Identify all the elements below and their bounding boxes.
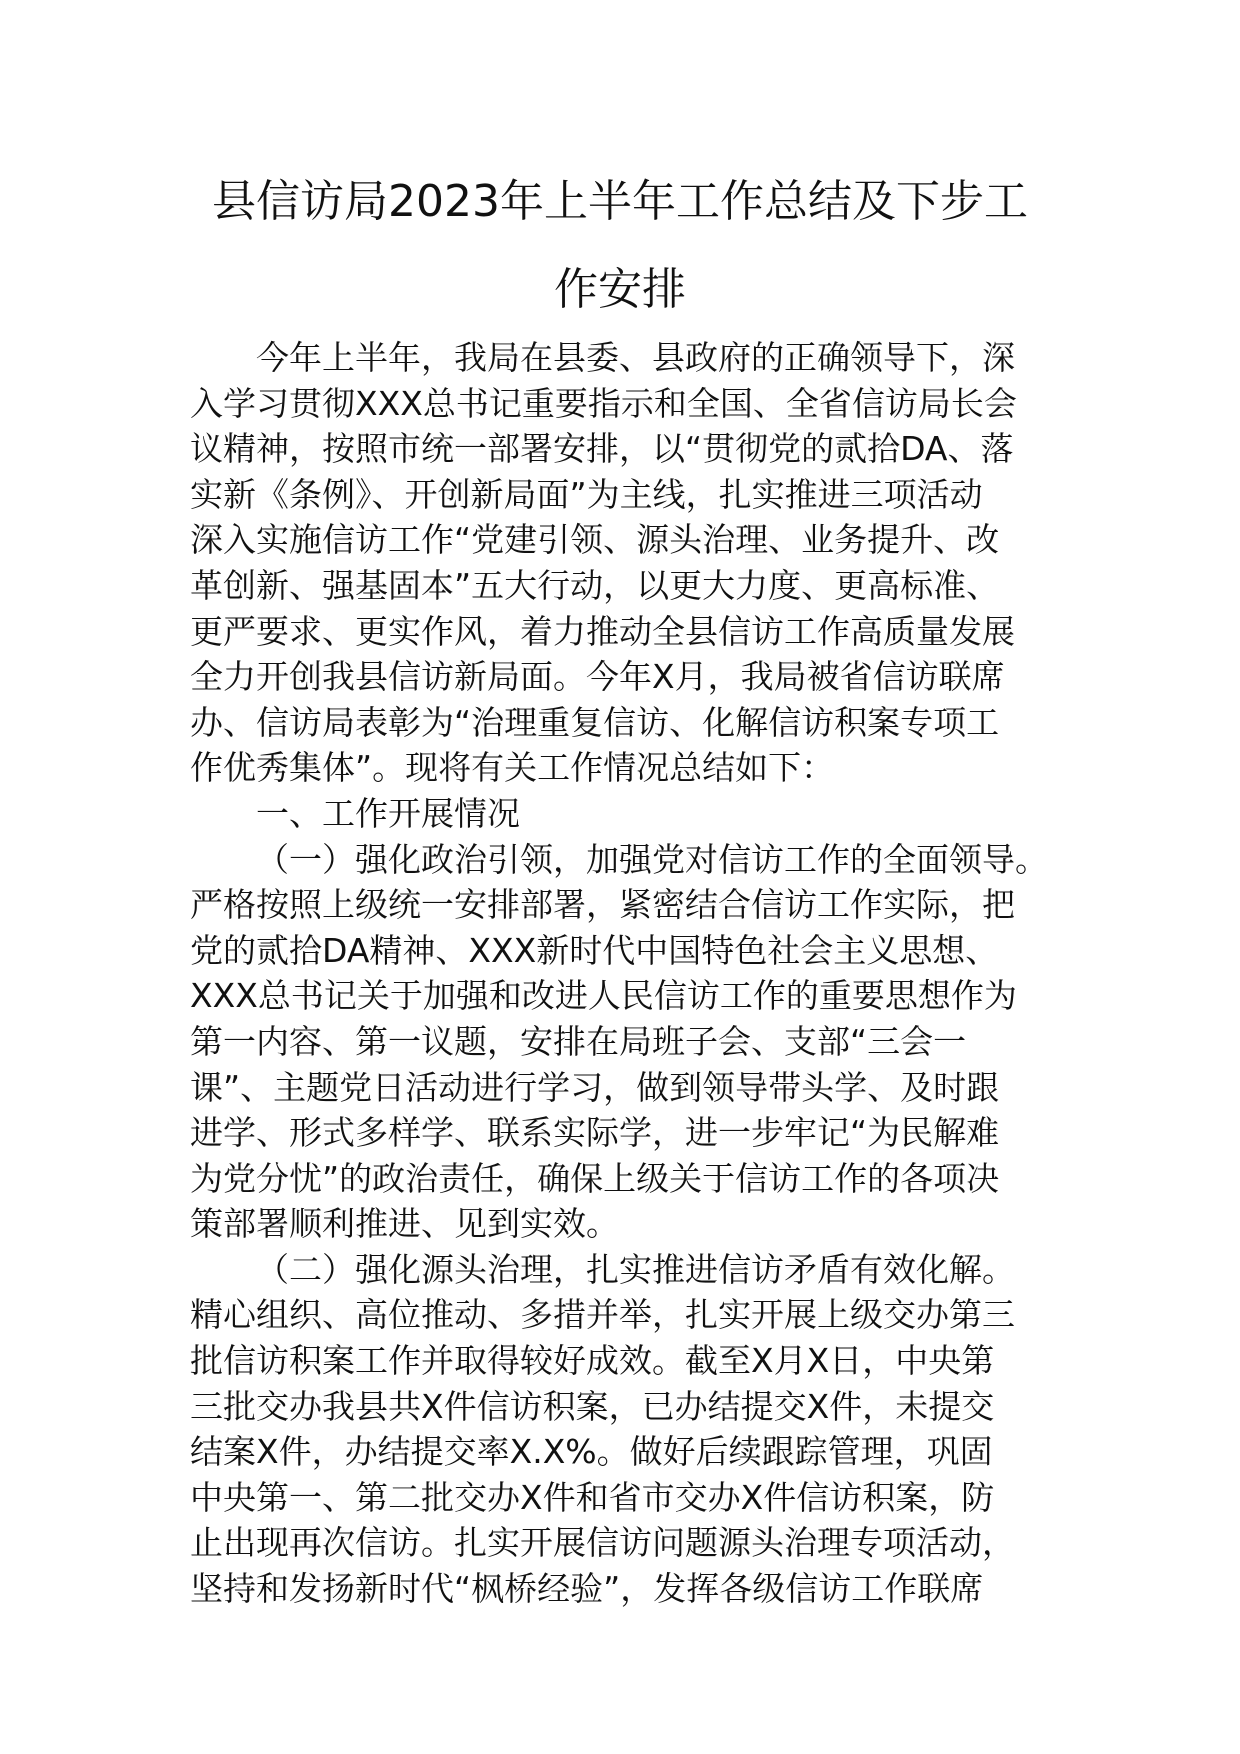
body-line: 作优秀集体”。现将有关工作情况总结如下： [190,748,835,788]
body-line: 坚持和发扬新时代“枫桥经验”，发挥各级信访工作联席 [190,1569,984,1609]
body-line: 全力开创我县信访新局面。今年X月，我局被省信访联席 [190,657,1005,697]
body-line: 批信访积案工作并取得较好成效。截至X月X日，中央第 [190,1341,995,1381]
body-line: 今年上半年，我局在县委、县政府的正确领导下，深 [256,338,1015,377]
body-line: 议精神，按照市统一部署安排，以“贯彻党的贰拾DA、落 [190,429,1014,469]
body-line: 办、信访局表彰为“治理重复信访、化解信访积案专项工 [190,702,1000,742]
body-line: 策部署顺利推进、见到实效。 [190,1204,619,1244]
body-line: 革创新、强基固本”五大行动，以更大力度、更高标准、 [190,565,1000,605]
body-line: 进学、形式多样学、联系实际学，进一步牢记“为民解难 [190,1113,1000,1153]
body-line: 严格按照上级统一安排部署，紧密结合信访工作实际，把 [190,885,1015,925]
document-body [190,335,1070,1612]
body-line: 三批交办我县共X件信访积案，已办结提交X件，未提交 [190,1386,995,1426]
subsection-heading: （一）强化政治引领，加强党对信访工作的全面领导。 [256,839,1048,879]
body-line: 结案X件，办结提交率X.X%。做好后续跟踪管理，巩固 [190,1432,993,1472]
document-title-line-2: 作安排 [554,264,686,315]
body-line: 中央第一、第二批交办X件和省市交办X件信访积案，防 [190,1477,995,1517]
body-line: 党的贰拾DA精神、XXX新时代中国特色社会主义思想、 [190,930,999,970]
subsection-heading: （二）强化源头治理，扎实推进信访矛盾有效化解。 [256,1249,1015,1289]
body-line: XXX总书记关于加强和改进人民信访工作的重要思想作为 [190,976,1017,1016]
body-line: 课”、主题党日活动进行学习，做到领导带头学、及时跟 [190,1067,1000,1107]
body-line: 实新《条例》、开创新局面”为主线，扎实推进三项活动 [190,474,983,514]
body-line: 深入实施信访工作“党建引领、源头治理、业务提升、改 [190,520,1000,560]
body-line: 止出现再次信访。扎实开展信访问题源头治理专项活动， [190,1523,1015,1563]
body-line: 第一内容、第一议题，安排在局班子会、支部“三会一 [190,1021,967,1061]
body-line: 更严要求、更实作风，着力推动全县信访工作高质量发展 [190,611,1015,651]
document-title-line-1: 县信访局2023年上半年工作总结及下步工 [212,176,1028,227]
body-line: 入学习贯彻XXX总书记重要指示和全国、全省信访局长会 [190,383,1017,423]
body-line: 精心组织、高位推动、多措并举，扎实开展上级交办第三 [190,1295,1015,1335]
body-line: 为党分忧”的政治责任，确保上级关于信访工作的各项决 [190,1158,1000,1198]
section-heading: 一、工作开展情况 [256,793,520,833]
